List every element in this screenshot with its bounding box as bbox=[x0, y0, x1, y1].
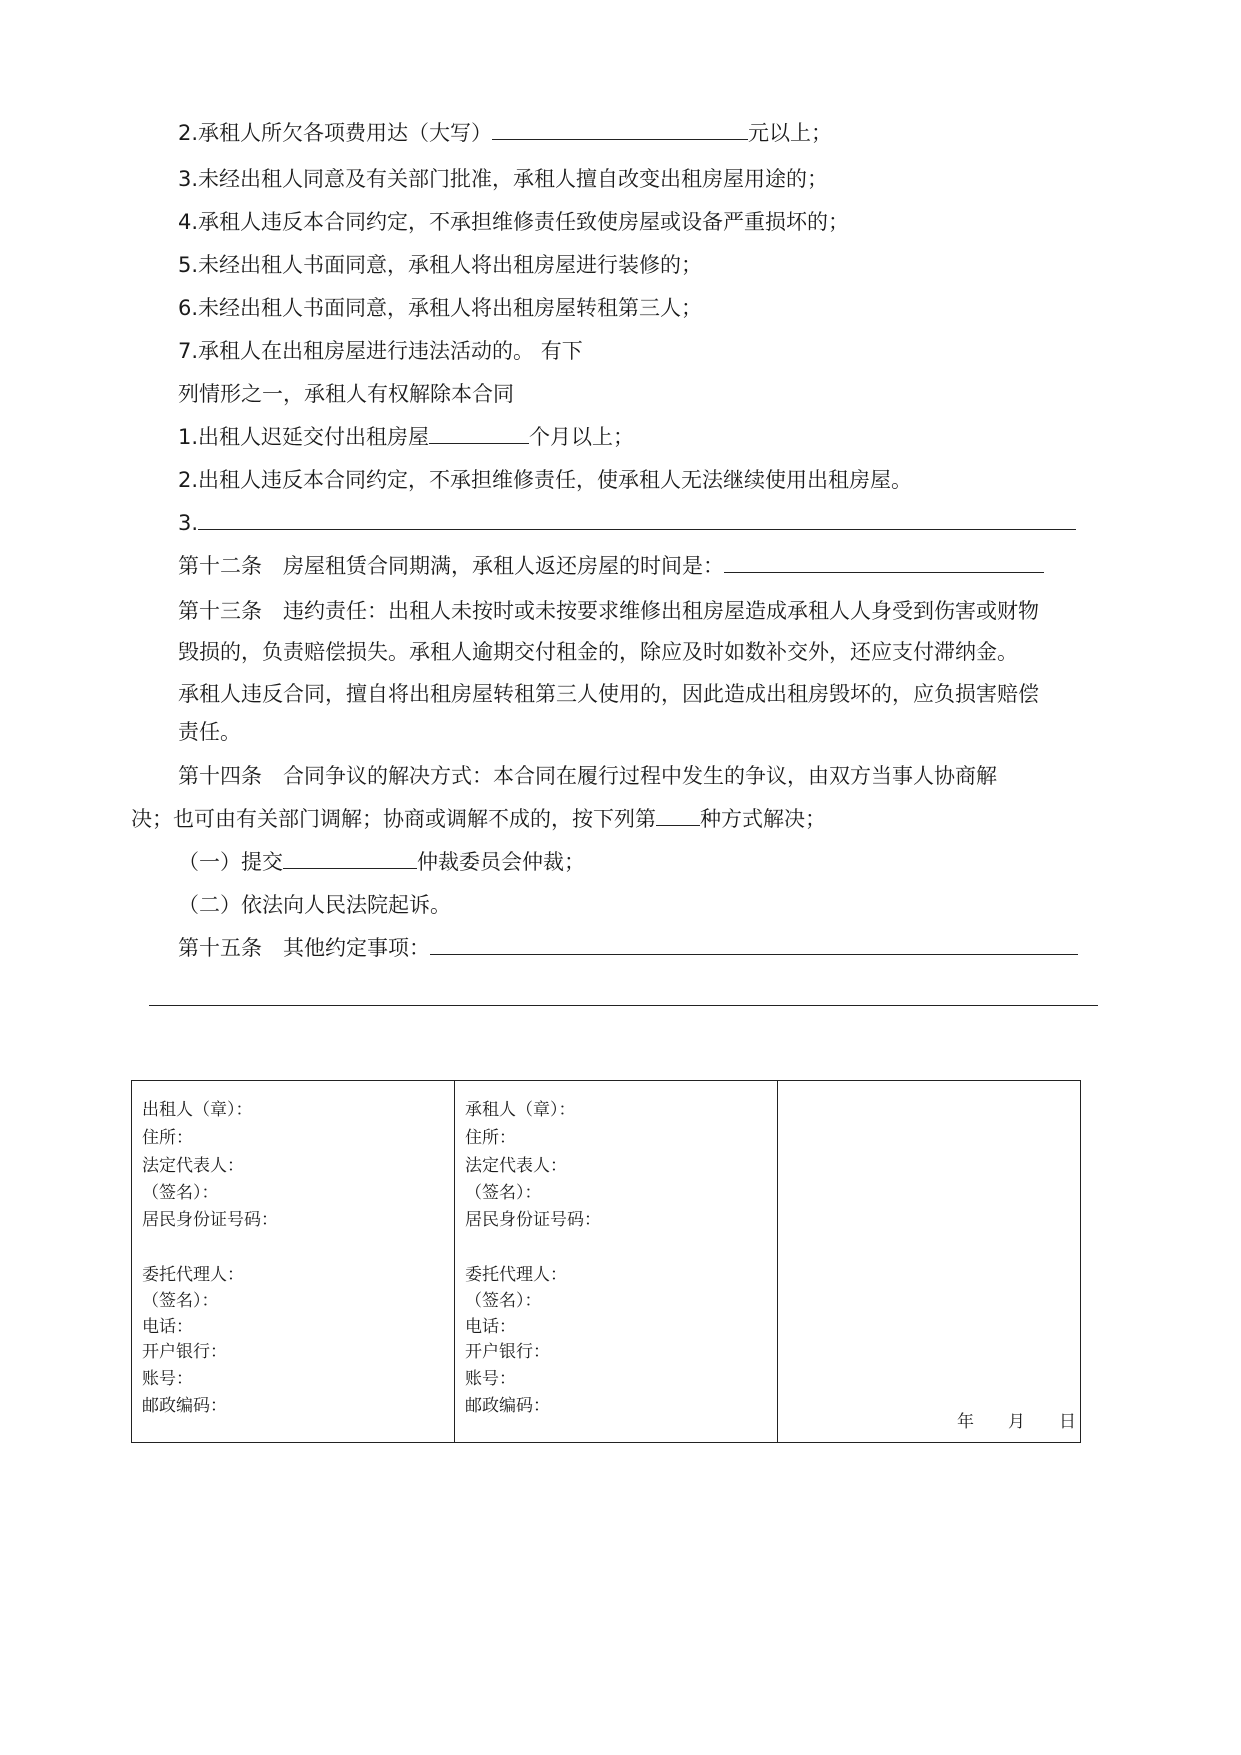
tenant-item-1: 1.出租人迟延交付出租房屋 个月以上； bbox=[178, 425, 635, 449]
article-14-line-2: 决；也可由有关部门调解；协商或调解不成的，按下列第 种方式解决； bbox=[131, 807, 826, 831]
lessor-phone-label: 电话： bbox=[142, 1317, 193, 1337]
lessee-column bbox=[454, 1081, 777, 1442]
option-2: （二）依法向人民法院起诉。 bbox=[178, 893, 451, 917]
lessee-bank-label: 开户银行： bbox=[465, 1342, 550, 1362]
other-matters-second-line bbox=[149, 1005, 1098, 1006]
article-13-line-4: 责任。 bbox=[178, 720, 241, 744]
lessee-id-label: 居民身份证号码： bbox=[465, 1210, 601, 1230]
lessee-legal-rep-label: 法定代表人： bbox=[465, 1156, 567, 1176]
clause-item-6: 6.未经出租人书面同意，承租人将出租房屋转租第三人； bbox=[178, 296, 703, 320]
lessor-postcode-label: 邮政编码： bbox=[142, 1396, 227, 1416]
lessor-id-label: 居民身份证号码： bbox=[142, 1210, 278, 1230]
article-14-line-1: 第十四条 合同争议的解决方式：本合同在履行过程中发生的争议，由双方当事人协商解 bbox=[178, 764, 997, 788]
lessor-agent-label: 委托代理人： bbox=[142, 1265, 244, 1285]
method-number-blank bbox=[656, 805, 700, 826]
date-column bbox=[777, 1081, 1080, 1442]
amount-blank bbox=[492, 119, 748, 140]
lessee-account-label: 账号： bbox=[465, 1369, 516, 1389]
tenant-rights-intro: 列情形之一，承租人有权解除本合同 bbox=[178, 382, 514, 406]
lessee-address-label: 住所： bbox=[465, 1128, 516, 1148]
lessee-seal-label: 承租人（章）： bbox=[465, 1100, 576, 1120]
option-1: （一）提交 仲裁委员会仲裁； bbox=[178, 850, 585, 874]
arbitration-blank bbox=[283, 848, 417, 869]
sign-date: 年 月 日 bbox=[957, 1412, 1076, 1432]
lessor-account-label: 账号： bbox=[142, 1369, 193, 1389]
article-13-line-3: 承租人违反合同，擅自将出租房屋转租第三人使用的，因此造成出租房毁坏的，应负损害赔偿 bbox=[178, 682, 1039, 706]
tenant-item-3-blank bbox=[198, 509, 1076, 530]
clause-item-5: 5.未经出租人书面同意，承租人将出租房屋进行装修的； bbox=[178, 253, 703, 277]
lessor-signature-label: （签名）： bbox=[142, 1183, 219, 1203]
other-matters-blank bbox=[430, 934, 1078, 955]
clause-item-2: 2.承租人所欠各项费用达（大写） 元以上； bbox=[178, 121, 833, 145]
tenant-item-2: 2.出租人违反本合同约定，不承担维修责任，使承租人无法继续使用出租房屋。 bbox=[178, 468, 913, 492]
return-time-blank bbox=[724, 552, 1044, 573]
months-blank bbox=[429, 423, 529, 444]
lessee-signature-label: （签名）： bbox=[465, 1183, 542, 1203]
lessor-address-label: 住所： bbox=[142, 1128, 193, 1148]
lessor-agent-signature-label: （签名）： bbox=[142, 1291, 219, 1311]
signature-table bbox=[131, 1080, 1081, 1443]
lessor-column bbox=[132, 1081, 454, 1442]
article-13-line-2: 毁损的，负责赔偿损失。承租人逾期交付租金的，除应及时如数补交外，还应支付滞纳金。 bbox=[178, 640, 1018, 664]
clause-item-7: 7.承租人在出租房屋进行违法活动的。 有下 bbox=[178, 339, 583, 363]
lessor-legal-rep-label: 法定代表人： bbox=[142, 1156, 244, 1176]
lessee-phone-label: 电话： bbox=[465, 1317, 516, 1337]
clause-item-4: 4.承租人违反本合同约定，不承担维修责任致使房屋或设备严重损坏的； bbox=[178, 210, 850, 234]
clause-item-3: 3.未经出租人同意及有关部门批准，承租人擅自改变出租房屋用途的； bbox=[178, 167, 829, 191]
lessor-seal-label: 出租人（章）： bbox=[142, 1100, 253, 1120]
lessee-postcode-label: 邮政编码： bbox=[465, 1396, 550, 1416]
article-12: 第十二条 房屋租赁合同期满，承租人返还房屋的时间是： bbox=[178, 552, 1044, 580]
article-15: 第十五条 其他约定事项： bbox=[178, 934, 1078, 962]
article-13-line-1: 第十三条 违约责任：出租人未按时或未按要求维修出租房屋造成承租人人身受到伤害或财物 bbox=[178, 599, 1039, 623]
lessee-agent-label: 委托代理人： bbox=[465, 1265, 567, 1285]
tenant-item-3: 3. bbox=[178, 509, 1076, 537]
lessor-bank-label: 开户银行： bbox=[142, 1342, 227, 1362]
lessee-agent-signature-label: （签名）： bbox=[465, 1291, 542, 1311]
